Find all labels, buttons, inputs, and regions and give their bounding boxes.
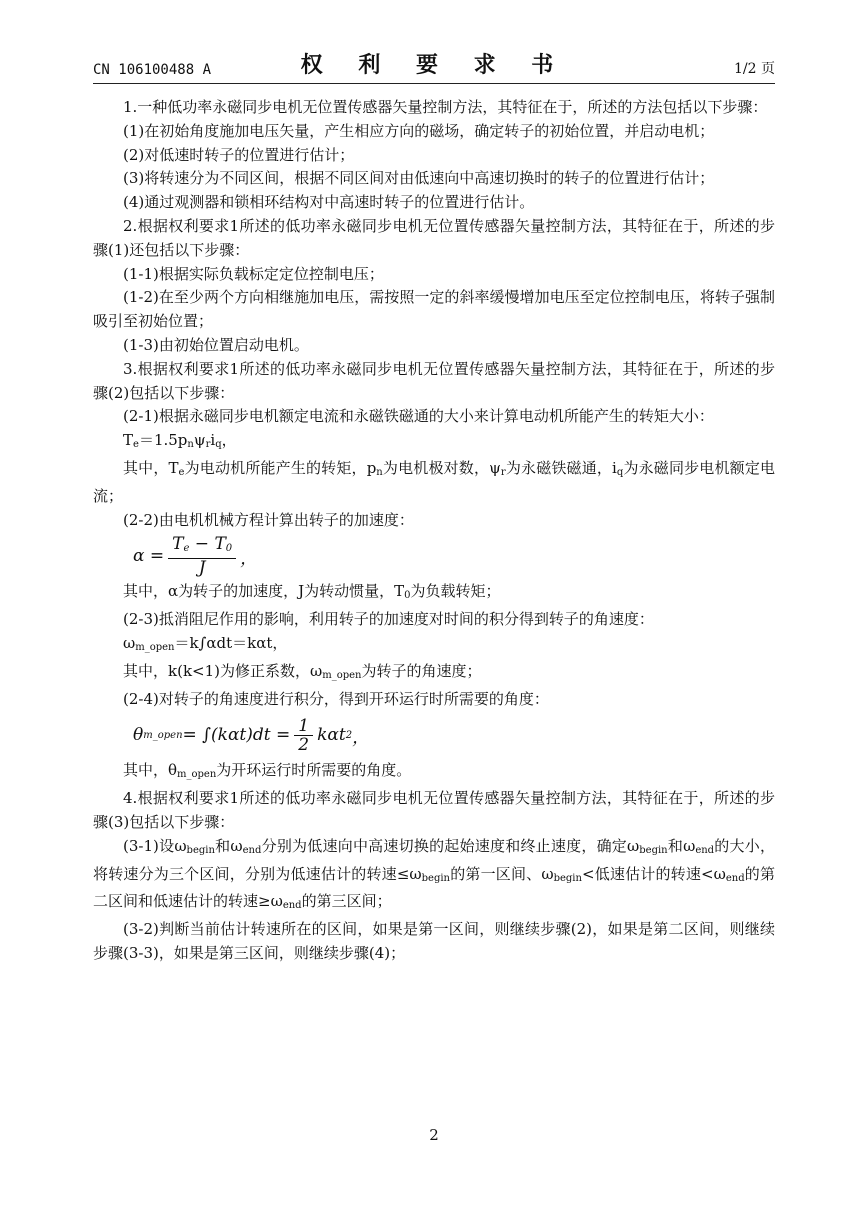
page-header — [93, 48, 775, 84]
claim-4-step-2: (3-2)判断当前估计转速所在的区间，如果是第一区间，则继续步骤(2)，如果是第二区间，则继续步骤(3-3)，如果是第三区间，则继续步骤(4)； — [93, 920, 775, 962]
acceleration-fraction: $\frac{T_e - T_0}{J}$ — [168, 535, 236, 577]
claims-body — [93, 96, 775, 966]
claim-1-step-3: (3)将转速分为不同区间，根据不同区间对由低速向中高速切换时的转子的位置进行估计； — [123, 169, 715, 188]
document-title: 权 利 要 求 书 — [300, 52, 568, 78]
claim-1-step-1: (1)在初始角度施加电压矢量，产生相应方向的磁场，确定转子的初始位置，并启动电机； — [123, 121, 715, 140]
claim-3-step-1: (2-1)根据永磁同步电机额定电流和永磁铁磁通的大小来计算电动机所能产生的转矩大小： — [123, 407, 714, 426]
claim-4-step-1: (3-1)设$\omega_{begin}$和$\omega_{end}$分别为低速向中高速切换的起始速度和终止速度，确定$\omega_{begin}$和$\omega_{end}$的大小，将转速分为三个区间，分别为低速估计的转速$\le\omega_{begin}$的第一区间、$\omega_{begin}<$低速估计的转速$<\omega_{end}$的第二区间和低速估计的转速$\ge\omega_{end}$的第三区间； — [93, 836, 775, 912]
header-rule — [93, 83, 775, 84]
claim-2-step-1: (1-1)根据实际负载标定定位控制电压； — [123, 264, 384, 283]
claim-3: 3.根据权利要求1所述的低功率永磁同步电机无位置传感器矢量控制方法，其特征在于，所述的步骤(2)包括以下步骤： — [93, 359, 775, 402]
claim-3-step-2: (2-2)由电机机械方程计算出转子的加速度： — [123, 510, 414, 529]
claim-2-step-2: (1-2)在至少两个方向相继施加电压，需按照一定的斜率缓慢增加电压至定位控制电压，将转子强制吸引至初始位置； — [93, 288, 775, 331]
half-fraction: $\frac{1}{2}$ — [294, 717, 313, 754]
claim-1-step-4: (4)通过观测器和锁相环结构对中高速时转子的位置进行估计。 — [123, 193, 535, 212]
patent-number: CN 106100488 A — [93, 62, 212, 78]
acceleration-definitions: 其中，α为转子的加速度，J为转动惯量，$T_0$为负载转矩； — [123, 582, 501, 602]
claim-1: 1.一种低功率永磁同步电机无位置传感器矢量控制方法，其特征在于，所述的方法包括以下步骤： — [123, 98, 768, 116]
angular-speed-equation: $\omega_{m\_open}=k\int\alpha dt=k\alpha t$， — [123, 633, 288, 653]
claim-2: 2.根据权利要求1所述的低功率永磁同步电机无位置传感器矢量控制方法，其特征在于，所述的步骤(1)还包括以下步骤： — [93, 216, 775, 259]
claim-3-step-3: (2-3)抵消阻尼作用的影响，利用转子的加速度对时间的积分得到转子的角速度： — [123, 610, 654, 629]
torque-equation: $T_e=1.5p_n\psi_ri_q$， — [123, 431, 237, 451]
claim-2-step-3: (1-3)由初始位置启动电机。 — [123, 335, 309, 354]
claim-4: 4.根据权利要求1所述的低功率永磁同步电机无位置传感器矢量控制方法，其特征在于，所述的步骤(3)包括以下步骤： — [93, 789, 775, 831]
angular-speed-definitions: 其中，k(k<1)为修正系数，$\omega_{m\_open}$为转子的角速度； — [123, 661, 482, 681]
claim-1-step-2: (2)对低速时转子的位置进行估计； — [123, 145, 355, 164]
claim-3-step-4: (2-4)对转子的角速度进行积分，得到开环运行时所需要的角度： — [123, 689, 549, 708]
page-indicator: 1/2 页 — [734, 61, 775, 77]
angle-equation: θ m_open = ∫(kαt)dt = $\frac{1}{2}$ kαt 2 ， — [133, 715, 370, 755]
angle-definitions: 其中，$\theta_{m\_open}$为开环运行时所需要的角度。 — [123, 761, 412, 781]
acceleration-equation: α = $\frac{T_e - T_0}{J}$ ， — [133, 534, 258, 579]
torque-definitions: 其中，$T_e$为电动机所能产生的转矩，$p_n$为电机极对数，$\psi_r$为永磁铁磁通，$i_q$为永磁同步电机额定电流； — [93, 458, 775, 505]
page-number: 2 — [429, 1126, 439, 1144]
